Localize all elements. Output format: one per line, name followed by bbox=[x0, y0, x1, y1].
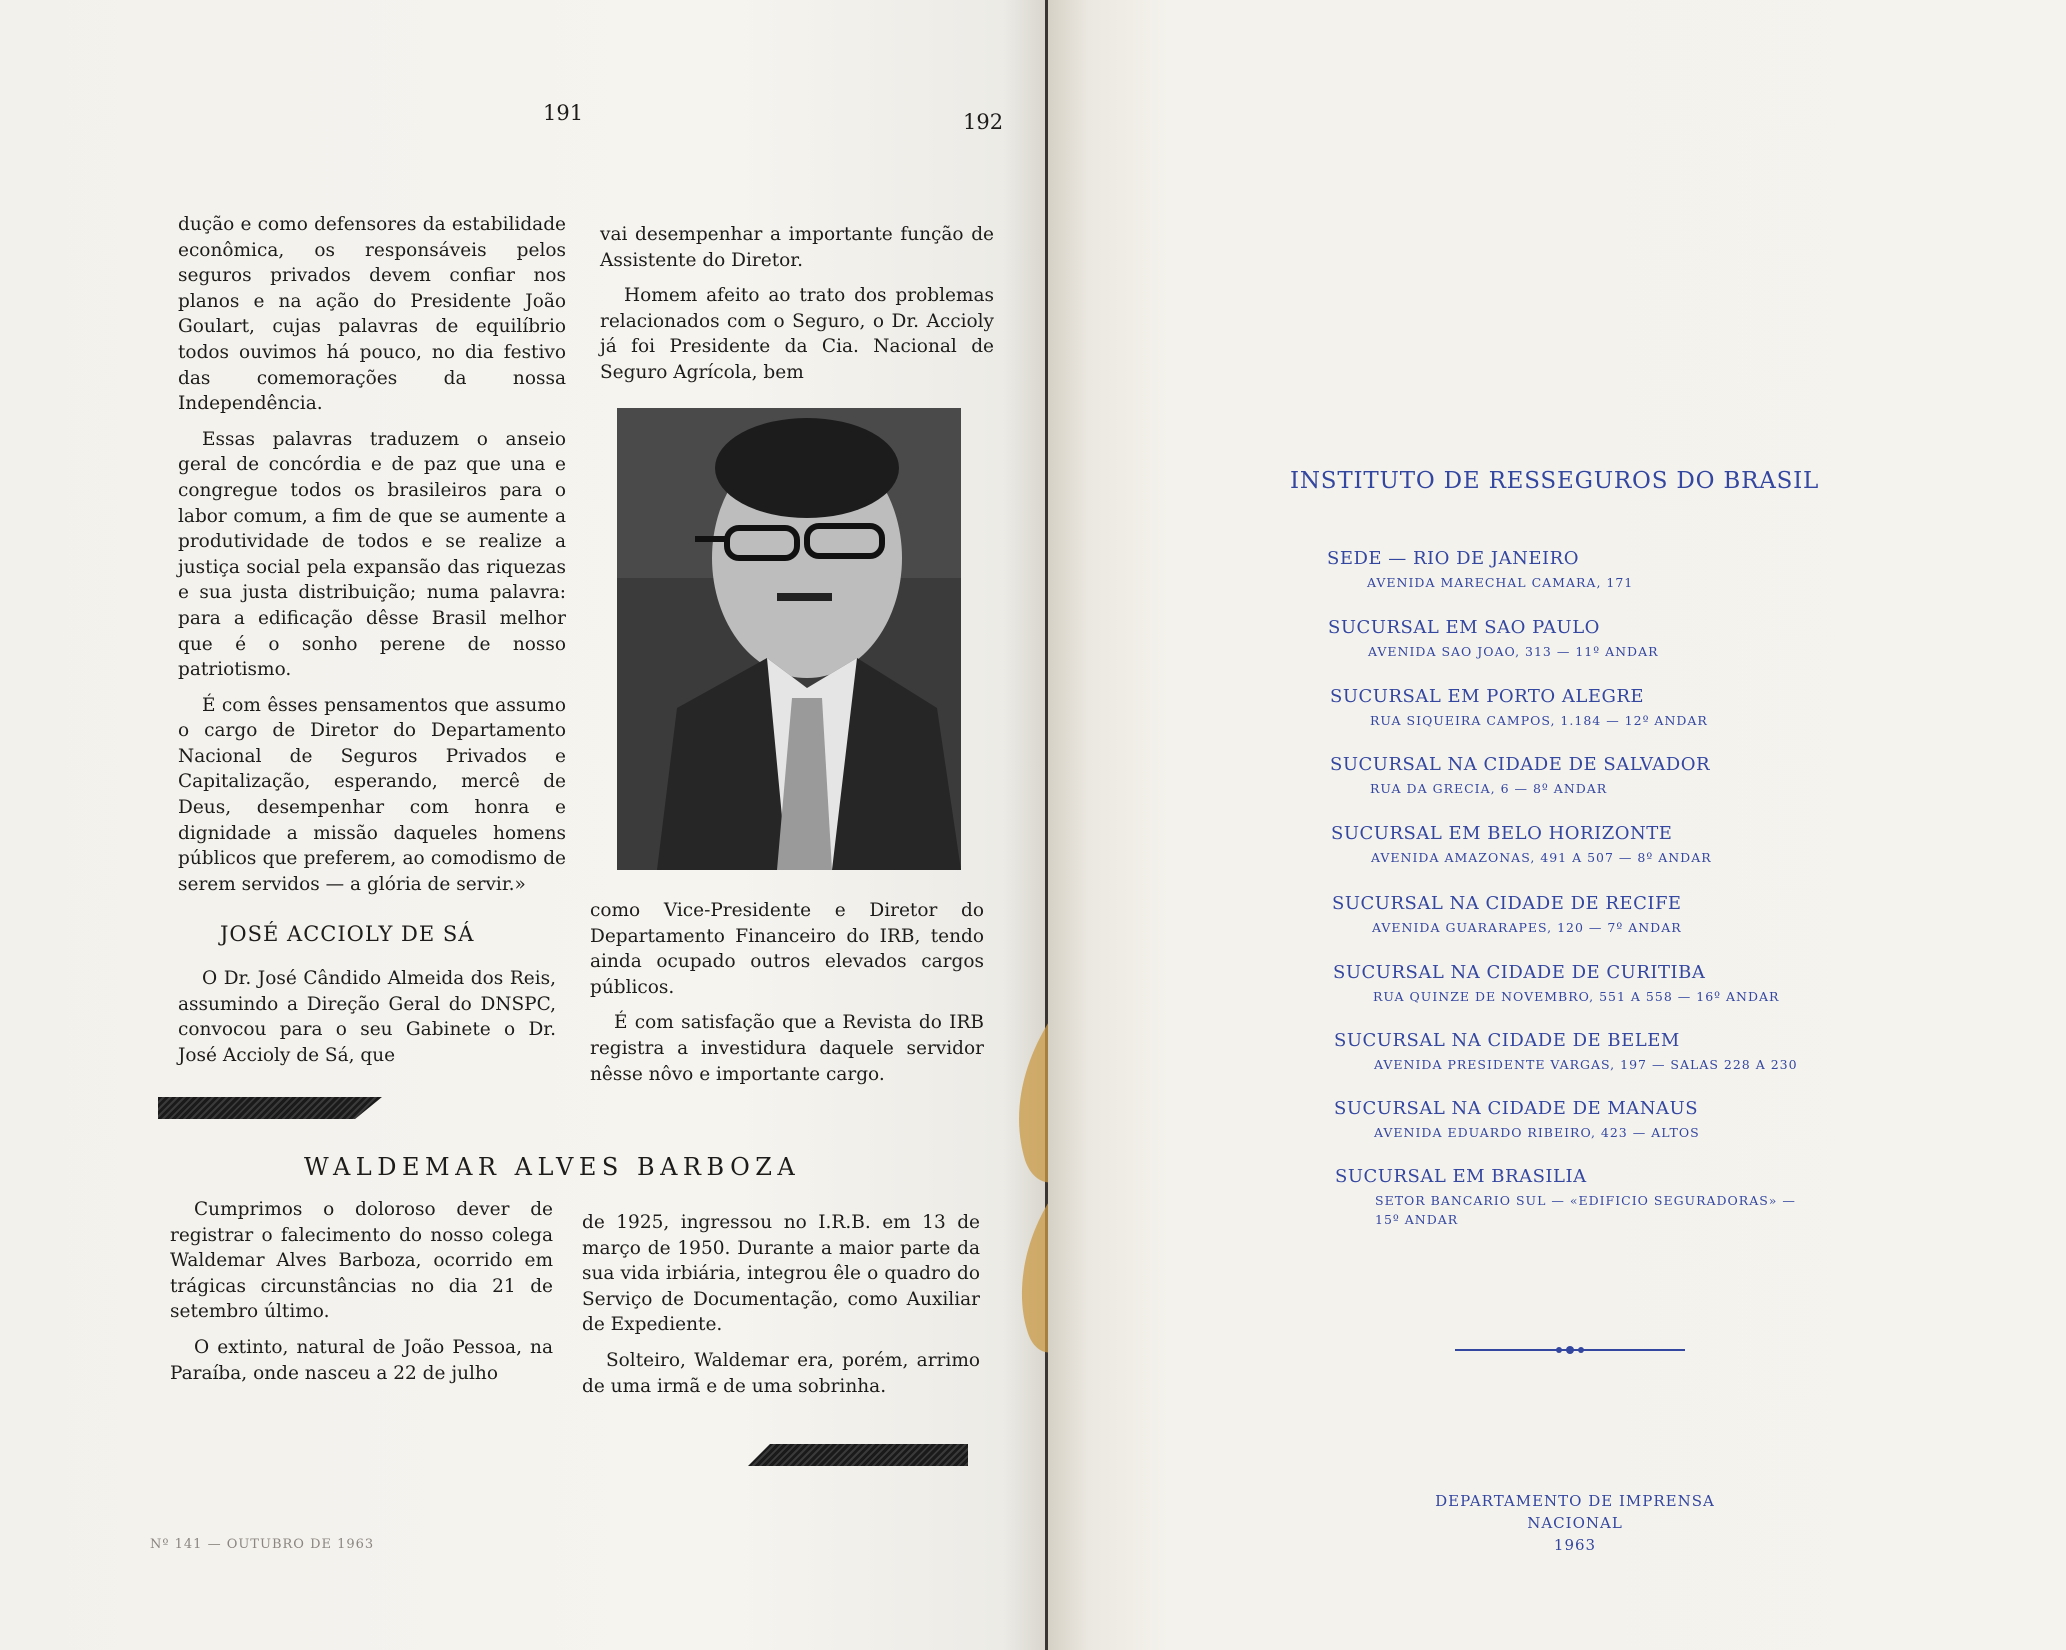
obituary-column-1 bbox=[170, 1197, 553, 1386]
paragraph: É com satisfação que a Revista do IRB registra a investidura daquele servidor nêsse nôvo e importante cargo. bbox=[590, 1012, 984, 1085]
page-number-192: 192 bbox=[963, 110, 1004, 134]
decorative-bar bbox=[158, 1097, 382, 1119]
subheading-accioly: JOSÉ ACCIOLY DE SÁ bbox=[220, 922, 475, 946]
paragraph: O extinto, natural de João Pessoa, na Paraíba, onde nasceu a 22 de julho bbox=[170, 1336, 553, 1384]
branch-address: RUA SIQUEIRA CAMPOS, 1.184 — 12º ANDAR bbox=[1370, 713, 1708, 728]
column-2-top bbox=[600, 222, 994, 386]
branch-name: SUCURSAL EM BELO HORIZONTE bbox=[1331, 823, 1673, 844]
column-2-bottom bbox=[590, 898, 984, 1087]
branch-name: SUCURSAL EM BRASILIA bbox=[1335, 1166, 1587, 1187]
column-1-accioly bbox=[178, 966, 556, 1068]
branch-name: SUCURSAL NA CIDADE DE SALVADOR bbox=[1330, 754, 1711, 775]
paragraph: de 1925, ingressou no I.R.B. em 13 de março de 1950. Durante a maior parte da sua vida irbiária, integrou êle o quadro do Serviço de Documentação, como Auxiliar de Expediente. bbox=[582, 1212, 980, 1336]
imprint bbox=[1390, 1490, 1760, 1556]
branch-name: SUCURSAL NA CIDADE DE MANAUS bbox=[1334, 1098, 1699, 1119]
branch-address: AVENIDA EDUARDO RIBEIRO, 423 — ALTOS bbox=[1374, 1125, 1700, 1140]
branch-entry bbox=[1330, 686, 1708, 728]
heading-barboza: WALDEMAR ALVES BARBOZA bbox=[304, 1153, 801, 1181]
institute-title: INSTITUTO DE RESSEGUROS DO BRASIL bbox=[1290, 468, 1820, 494]
branch-name: SUCURSAL NA CIDADE DE BELEM bbox=[1334, 1030, 1680, 1051]
page-number-191: 191 bbox=[543, 101, 584, 125]
paragraph: Essas palavras traduzem o anseio geral de concórdia e de paz que una e congregue todos os brasileiros para o labor comum, a fim de que se aumente a produtividade de todos e se realize a justiça social pela expansão das riquezas e sua justa distribuição; numa palavra: para a edificação dêsse Brasil melhor que é o sonho perene de nosso patriotismo. bbox=[178, 428, 566, 681]
decorative-bar bbox=[748, 1444, 968, 1466]
paragraph: como Vice-Presidente e Diretor do Departamento Financeiro do IRB, tendo ainda ocupado outros elevados cargos públicos. bbox=[590, 900, 984, 998]
portrait-photo bbox=[617, 408, 961, 870]
branch-name: SUCURSAL NA CIDADE DE CURITIBA bbox=[1333, 962, 1706, 983]
branch-entry bbox=[1334, 1030, 1798, 1072]
branch-address: RUA DA GRECIA, 6 — 8º ANDAR bbox=[1370, 781, 1608, 796]
branch-entry bbox=[1335, 1166, 1796, 1227]
branch-name: SUCURSAL EM PORTO ALEGRE bbox=[1330, 686, 1645, 707]
branch-address: AVENIDA SAO JOAO, 313 — 11º ANDAR bbox=[1368, 644, 1659, 659]
branch-entry bbox=[1333, 962, 1779, 1004]
branch-address: AVENIDA PRESIDENTE VARGAS, 197 — SALAS 228 A 230 bbox=[1374, 1057, 1798, 1072]
paragraph: vai desempenhar a importante função de Assistente do Diretor. bbox=[600, 224, 994, 271]
branch-address: AVENIDA AMAZONAS, 491 A 507 — 8º ANDAR bbox=[1371, 850, 1712, 865]
ornamental-rule bbox=[1455, 1343, 1685, 1357]
branch-address-continued: 15º ANDAR bbox=[1375, 1212, 1459, 1227]
branch-name: SEDE — RIO DE JANEIRO bbox=[1327, 548, 1579, 569]
paragraph: É com êsses pensamentos que assumo o cargo de Diretor do Departamento Nacional de Seguros Privados e Capitalização, esperando, mercê de Deus, desempenhar com honra e dignidade a missão daqueles homens públicos que preferem, ao comodismo de serem servidos — a glória de servir.» bbox=[178, 694, 566, 895]
branch-entry bbox=[1334, 1098, 1700, 1140]
column-1-top bbox=[178, 212, 566, 897]
branch-address: SETOR BANCARIO SUL — «EDIFICIO SEGURADORAS» — bbox=[1375, 1193, 1796, 1208]
branch-name: SUCURSAL EM SAO PAULO bbox=[1328, 617, 1600, 638]
branch-address: RUA QUINZE DE NOVEMBRO, 551 A 558 — 16º ANDAR bbox=[1373, 989, 1780, 1004]
branch-name: SUCURSAL NA CIDADE DE RECIFE bbox=[1332, 893, 1682, 914]
branch-address: AVENIDA MARECHAL CAMARA, 171 bbox=[1367, 575, 1634, 590]
branch-entry bbox=[1332, 893, 1682, 935]
paragraph: Homem afeito ao trato dos problemas relacionados com o Seguro, o Dr. Accioly já foi Presidente da Cia. Nacional de Seguro Agrícola, bem bbox=[600, 285, 994, 383]
branch-address: AVENIDA GUARARAPES, 120 — 7º ANDAR bbox=[1372, 920, 1682, 935]
paragraph: Cumprimos o doloroso dever de registrar o falecimento do nosso colega Waldemar Alves Barboza, ocorrido em trágicas circunstâncias no dia 21 de setembro último. bbox=[170, 1199, 553, 1323]
paragraph: dução e como defensores da estabilidade econômica, os responsáveis pelos seguros privados devem confiar nos planos e na ação do Presidente João Goulart, cujas palavras de equilíbrio todos ouvimos há pouco, no dia festivo das comemorações da nossa Independência. bbox=[178, 214, 566, 415]
issue-footer: Nº 141 — OUTUBRO DE 1963 bbox=[150, 1537, 375, 1552]
imprint-year: 1963 bbox=[1553, 1536, 1597, 1554]
branch-entry bbox=[1328, 617, 1659, 659]
obituary-column-2 bbox=[582, 1210, 980, 1399]
paragraph: Solteiro, Waldemar era, porém, arrimo de uma irmã e de uma sobrinha. bbox=[582, 1349, 980, 1397]
branch-entry bbox=[1327, 548, 1633, 590]
paragraph: O Dr. José Cândido Almeida dos Reis, assumindo a Direção Geral do DNSPC, convocou para o seu Gabinete o Dr. José Accioly de Sá, que bbox=[178, 968, 556, 1066]
branch-entry bbox=[1330, 754, 1710, 796]
branch-entry bbox=[1331, 823, 1712, 865]
imprint-publisher: DEPARTAMENTO DE IMPRENSA NACIONAL bbox=[1435, 1492, 1715, 1532]
